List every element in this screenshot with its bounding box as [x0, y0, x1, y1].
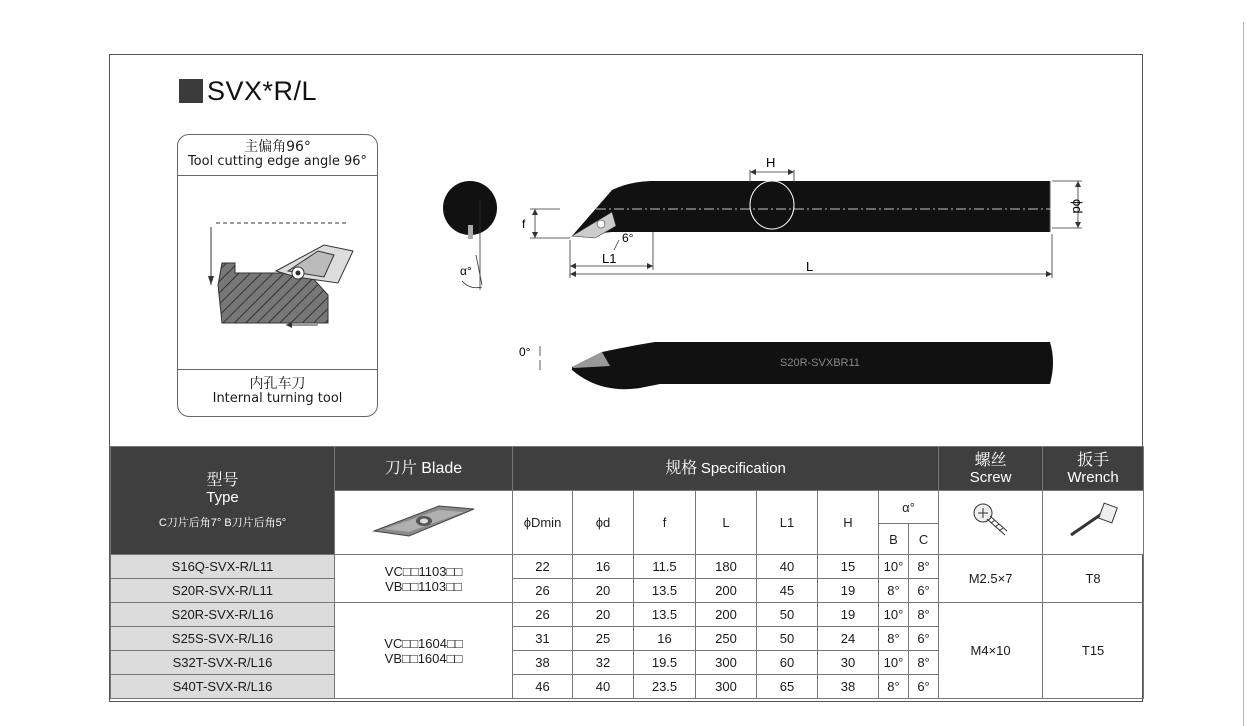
blade-code-vb: VB□□1604□□ [384, 650, 463, 666]
row-b: 8° [879, 579, 909, 603]
blade-group-2 [335, 603, 513, 699]
screw-size-1: M2.5×7 [939, 555, 1043, 603]
row-b: 8° [879, 627, 909, 651]
row-c: 6° [909, 675, 939, 699]
row-f: 23.5 [634, 675, 696, 699]
row-f: 13.5 [634, 603, 696, 627]
title-text: SVX*R/L [207, 75, 318, 106]
row-type: S20R-SVX-R/L11 [111, 579, 335, 603]
row-f: 13.5 [634, 579, 696, 603]
blade-header-text: 刀片 Blade [384, 459, 463, 477]
row-h: 19 [818, 579, 879, 603]
spec-header-en: Specification [700, 459, 786, 477]
wrench-header-zh: 扳手 [1077, 451, 1110, 469]
screw-icon [971, 501, 1011, 541]
spec-header-zh: 规格 [665, 459, 698, 477]
l1-label: L1 [602, 251, 617, 266]
blade-header [335, 447, 513, 491]
side-view [522, 155, 1085, 278]
blade-code-vb: VB□□1103□□ [385, 578, 462, 594]
row-b: 10° [879, 603, 909, 627]
row-c: 8° [909, 555, 939, 579]
row-h: 38 [818, 675, 879, 699]
screw-size-2: M4×10 [939, 603, 1043, 699]
col-f: f [634, 491, 696, 555]
blade-code-vc: VC□□1103□□ [384, 563, 463, 579]
row-b: 10° [879, 651, 909, 675]
row-dmin: 26 [513, 603, 573, 627]
alpha-angle-label: α° [460, 264, 472, 278]
blade-code-vc: VC□□1604□□ [384, 635, 463, 651]
row-f: 16 [634, 627, 696, 651]
type-header-en: Type [206, 488, 239, 506]
row-d: 40 [573, 675, 634, 699]
row-f: 19.5 [634, 651, 696, 675]
row-l1: 50 [757, 603, 818, 627]
row-dmin: 46 [513, 675, 573, 699]
row-l1: 65 [757, 675, 818, 699]
spec-header [513, 447, 939, 491]
product-photo-view [519, 342, 1053, 389]
row-type: S40T-SVX-R/L16 [111, 675, 335, 699]
h-label: H [766, 155, 776, 170]
row-dmin: 31 [513, 627, 573, 651]
row-d: 32 [573, 651, 634, 675]
row-h: 24 [818, 627, 879, 651]
zero-degree-label: 0° [519, 345, 531, 359]
type-header [111, 447, 335, 555]
table-row [111, 555, 1144, 579]
wrench-size-1: T8 [1043, 555, 1144, 603]
row-dmin: 22 [513, 555, 573, 579]
col-h: H [818, 491, 879, 555]
screw-header-en: Screw [969, 468, 1012, 486]
row-h: 19 [818, 603, 879, 627]
insert-icon [369, 501, 479, 541]
row-l1: 45 [757, 579, 818, 603]
screw-header-zh: 螺丝 [974, 451, 1007, 469]
row-l: 300 [696, 675, 757, 699]
type-header-zh: 型号 [206, 471, 239, 489]
row-l: 300 [696, 651, 757, 675]
screw-image [939, 491, 1043, 555]
row-type: S16Q-SVX-R/L11 [111, 555, 335, 579]
blade-insert-image [335, 491, 513, 555]
row-b: 10° [879, 555, 909, 579]
row-f: 11.5 [634, 555, 696, 579]
cutting-angle-zh: 主偏角96° [244, 139, 311, 155]
row-type: S20R-SVX-R/L16 [111, 603, 335, 627]
end-view [443, 181, 497, 290]
row-d: 25 [573, 627, 634, 651]
row-c: 8° [909, 651, 939, 675]
row-d: 20 [573, 603, 634, 627]
col-alpha-c: C [909, 524, 939, 555]
cutting-angle-en: Tool cutting edge angle 96° [187, 154, 368, 169]
wrench-icon [1063, 501, 1123, 541]
screw-header [939, 447, 1043, 491]
row-l: 180 [696, 555, 757, 579]
row-c: 8° [909, 603, 939, 627]
row-type: S25S-SVX-R/L16 [111, 627, 335, 651]
blade-group-1 [335, 555, 513, 603]
col-alpha-b: B [879, 524, 909, 555]
type-header-note: C刀片后角7° B刀片后角5° [158, 516, 287, 529]
wrench-size-2: T15 [1043, 603, 1144, 699]
row-type: S32T-SVX-R/L16 [111, 651, 335, 675]
row-dmin: 26 [513, 579, 573, 603]
row-l: 200 [696, 603, 757, 627]
row-l: 200 [696, 579, 757, 603]
wrench-header [1043, 447, 1144, 491]
f-label: f [522, 217, 526, 231]
row-h: 30 [818, 651, 879, 675]
row-d: 20 [573, 579, 634, 603]
wrench-image [1043, 491, 1144, 555]
six-degree-label: 6° [622, 231, 634, 245]
col-d: ϕd [573, 491, 634, 555]
col-l1: L1 [757, 491, 818, 555]
table-row [111, 603, 1144, 627]
row-dmin: 38 [513, 651, 573, 675]
row-c: 6° [909, 579, 939, 603]
row-l1: 50 [757, 627, 818, 651]
row-l1: 40 [757, 555, 818, 579]
wrench-header-en: Wrench [1067, 468, 1119, 486]
row-c: 6° [909, 627, 939, 651]
row-b: 8° [879, 675, 909, 699]
col-l: L [696, 491, 757, 555]
specification-table [110, 446, 1144, 699]
l-label: L [806, 259, 814, 274]
engraved-code: S20R-SVXBR11 [780, 357, 860, 369]
row-l: 250 [696, 627, 757, 651]
tool-type-zh: 内孔车刀 [249, 376, 306, 392]
row-d: 16 [573, 555, 634, 579]
row-l1: 60 [757, 651, 818, 675]
col-dmin: ϕDmin [513, 491, 573, 555]
phi-d-label: ϕd [1070, 199, 1085, 214]
col-alpha: α° [879, 491, 939, 524]
row-h: 15 [818, 555, 879, 579]
tool-type-en: Internal turning tool [212, 391, 343, 406]
